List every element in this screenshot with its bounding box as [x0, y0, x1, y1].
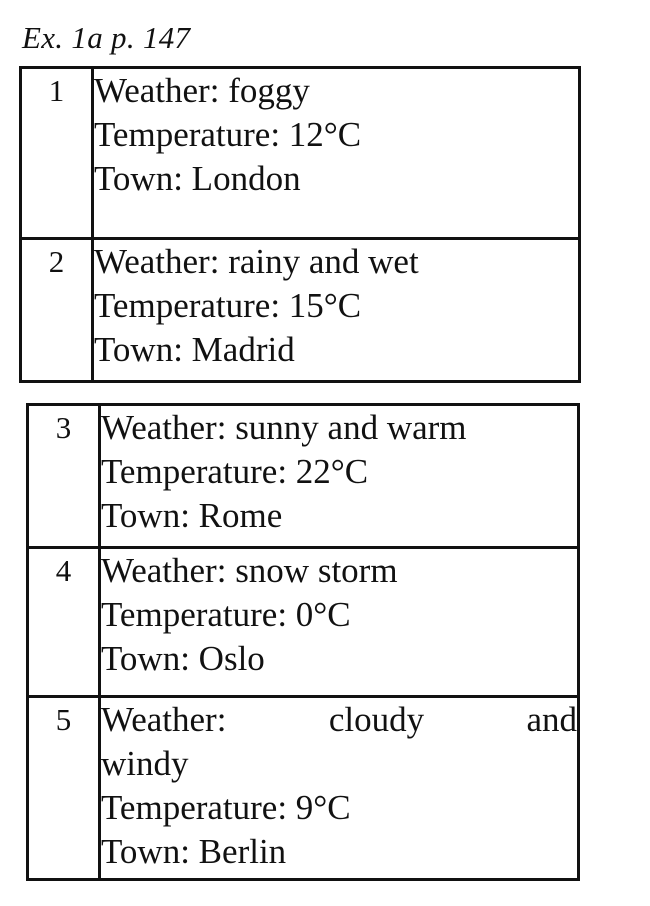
weather-line: Weather: cloudy and [101, 700, 577, 739]
town-line: Town: Rome [101, 496, 283, 535]
weather-line: Weather: snow storm [101, 551, 398, 590]
row-number: 3 [28, 405, 100, 548]
temperature-line: Temperature: 12°C [94, 115, 362, 154]
table-row [28, 405, 579, 548]
temperature-line: Temperature: 15°C [94, 286, 362, 325]
weather-line: Weather: foggy [94, 71, 310, 110]
weather-table-second [26, 403, 580, 881]
row-number: 4 [28, 548, 100, 697]
weather-line: Weather: rainy and wet [94, 242, 419, 281]
row-number: 2 [21, 239, 93, 382]
temperature-line: Temperature: 0°C [101, 595, 351, 634]
weather-line-continued: windy [101, 744, 189, 783]
town-line: Town: Oslo [101, 639, 265, 678]
row-number: 5 [28, 697, 100, 880]
table-row [28, 548, 579, 697]
exercise-heading: Ex. 1a p. 147 [22, 20, 191, 55]
weather-entry [93, 239, 580, 382]
town-line: Town: Madrid [94, 330, 295, 369]
table-row [28, 697, 579, 880]
row-number: 1 [21, 68, 93, 239]
town-line: Town: London [94, 159, 301, 198]
weather-entry [100, 405, 579, 548]
temperature-line: Temperature: 22°C [101, 452, 369, 491]
table-row [21, 68, 580, 239]
weather-entry [100, 697, 579, 880]
table-row [21, 239, 580, 382]
weather-entry [93, 68, 580, 239]
weather-line: Weather: sunny and warm [101, 408, 467, 447]
weather-table-first [19, 66, 581, 383]
town-line: Town: Berlin [101, 832, 287, 871]
weather-entry [100, 548, 579, 697]
temperature-line: Temperature: 9°C [101, 788, 351, 827]
